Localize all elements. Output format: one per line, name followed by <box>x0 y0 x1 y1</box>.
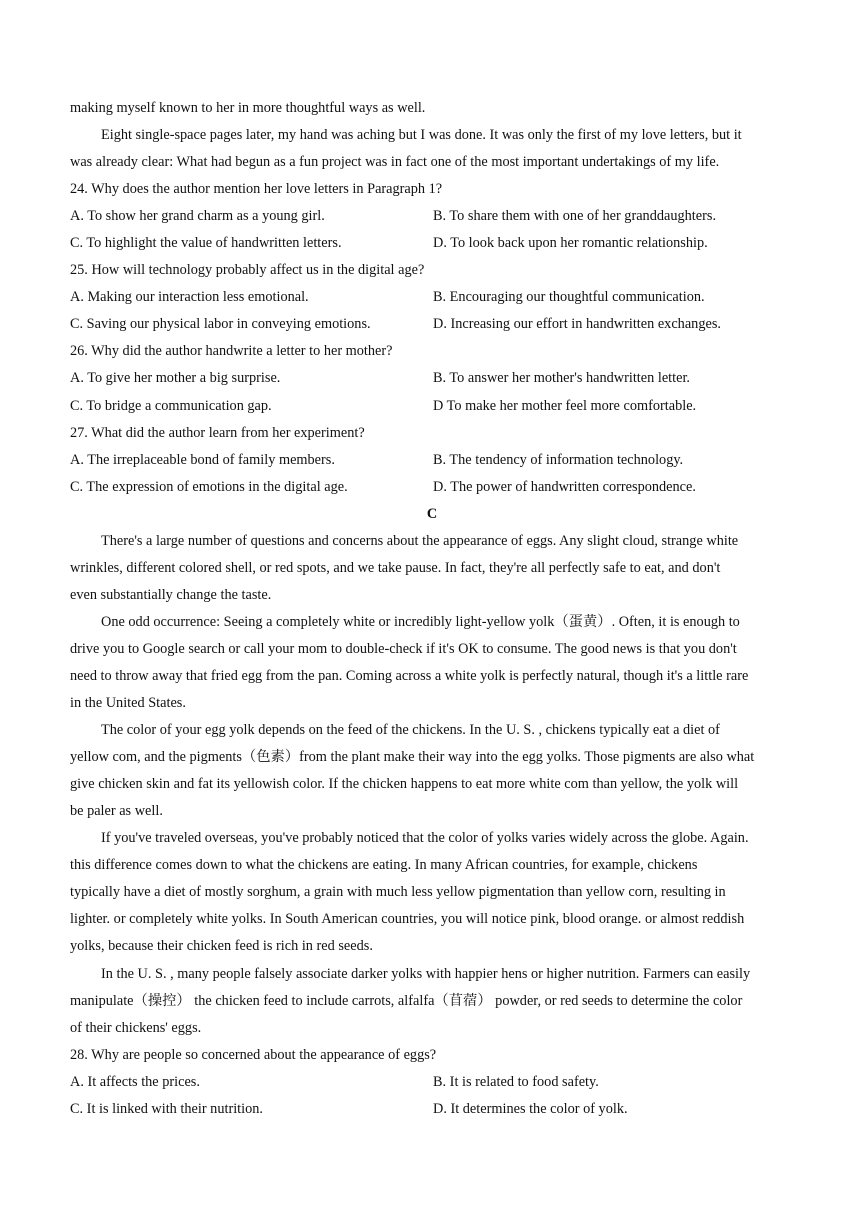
passage-c-line: yolks, because their chicken feed is rich in red seeds. <box>70 938 373 955</box>
option: C. To bridge a communication gap. <box>70 397 272 414</box>
document-content <box>70 95 794 1123</box>
passage-b-line: making myself known to her in more thoughtful ways as well. <box>70 100 426 116</box>
option-row <box>70 230 794 257</box>
option: C. The expression of emotions in the digital age. <box>70 478 348 495</box>
option: D. Increasing our effort in handwritten exchanges. <box>433 316 721 333</box>
option: D. To look back upon her romantic relationship. <box>433 235 708 252</box>
passage-c-line: of their chickens' eggs. <box>70 1019 202 1036</box>
passage-c-line: There's a large number of questions and concerns about the appearance of eggs. Any slight cloud, strange white <box>101 532 739 549</box>
question-stem: 25. How will technology probably affect us in the digital age? <box>70 262 425 279</box>
passage-c-line: If you've traveled overseas, you've probably noticed that the color of yolks varies widely across the globe. Again. <box>101 830 749 847</box>
option: B. It is related to food safety. <box>433 1073 599 1090</box>
option-row <box>70 393 794 420</box>
passage-c-line: In the U. S. , many people falsely associate darker yolks with happier hens or higher nutrition. Farmers can easily <box>101 965 751 982</box>
passage-c-line: typically have a diet of mostly sorghum, a grain with much less yellow pigmentation than yellow corn, resulting in <box>70 884 726 901</box>
option: A. It affects the prices. <box>70 1073 200 1090</box>
option-row <box>70 1096 794 1123</box>
passage-c-line: give chicken skin and fat its yellowish color. If the chicken happens to eat more white com than yellow, the yolk will <box>70 776 739 793</box>
option-row <box>70 474 794 501</box>
option: C. It is linked with their nutrition. <box>70 1100 263 1117</box>
option: A. To give her mother a big surprise. <box>70 370 281 387</box>
option: B. Encouraging our thoughtful communication. <box>433 289 705 306</box>
option-row <box>70 203 794 230</box>
option-row <box>70 1069 794 1096</box>
option: C. To highlight the value of handwritten letters. <box>70 235 342 252</box>
passage-c-line: The color of your egg yolk depends on the feed of the chickens. In the U. S. , chickens typically eat a diet of <box>101 722 720 739</box>
question-stem: 26. Why did the author handwrite a letter to her mother? <box>70 343 393 360</box>
option: A. The irreplaceable bond of family members. <box>70 451 335 468</box>
option: A. Making our interaction less emotional. <box>70 289 309 306</box>
passage-c-line: One odd occurrence: Seeing a completely white or incredibly light-yellow yolk（蛋黄）. Often, it is enough to <box>101 613 740 630</box>
option: B. The tendency of information technology. <box>433 451 684 468</box>
passage-c-line: in the United States. <box>70 695 186 712</box>
passage-b-line: Eight single-space pages later, my hand was aching but I was done. It was only the first of my love letters, but it <box>101 127 742 144</box>
passage-c-line: drive you to Google search or call your mom to double-check if it's OK to consume. The good news is that you don't <box>70 640 737 657</box>
question-stem: 27. What did the author learn from her experiment? <box>70 424 365 441</box>
option: C. Saving our physical labor in conveying emotions. <box>70 316 371 333</box>
section-heading: C <box>426 505 438 522</box>
option-row <box>70 311 794 338</box>
option-row <box>70 284 794 311</box>
passage-c-line: this difference comes down to what the chickens are eating. In many African countries, for example, chickens <box>70 857 698 874</box>
question-stem: 28. Why are people so concerned about the appearance of eggs? <box>70 1046 437 1063</box>
option: D. The power of handwritten correspondence. <box>433 478 696 495</box>
question-stem: 24. Why does the author mention her love letters in Paragraph 1? <box>70 181 443 198</box>
option: A. To show her grand charm as a young girl. <box>70 208 325 225</box>
option-row <box>70 365 794 392</box>
option: B. To share them with one of her granddaughters. <box>433 208 717 225</box>
option-row <box>70 447 794 474</box>
passage-c-line: even substantially change the taste. <box>70 586 272 603</box>
option: B. To answer her mother's handwritten letter. <box>433 370 691 387</box>
passage-c-line: yellow com, and the pigments（色素）from the plant make their way into the egg yolks. Those pigments are also what <box>70 749 755 766</box>
option: D. It determines the color of yolk. <box>433 1100 628 1117</box>
passage-c-line: manipulate（操控） the chicken feed to include carrots, alfalfa（苜蓿） powder, or red seeds to determine the color <box>70 992 743 1009</box>
passage-b-line: was already clear: What had begun as a fun project was in fact one of the most important undertakings of my life. <box>70 154 720 171</box>
passage-c-line: lighter. or completely white yolks. In South American countries, you will notice pink, blood orange. or almost reddish <box>70 911 745 928</box>
passage-c-line: wrinkles, different colored shell, or red spots, and we take pause. In fact, they're all perfectly safe to eat, and don't <box>70 559 721 576</box>
passage-c-line: be paler as well. <box>70 803 163 820</box>
passage-c-line: need to throw away that fried egg from the pan. Coming across a white yolk is perfectly natural, though it's a little rare <box>70 667 749 684</box>
option: D To make her mother feel more comfortable. <box>433 397 697 414</box>
